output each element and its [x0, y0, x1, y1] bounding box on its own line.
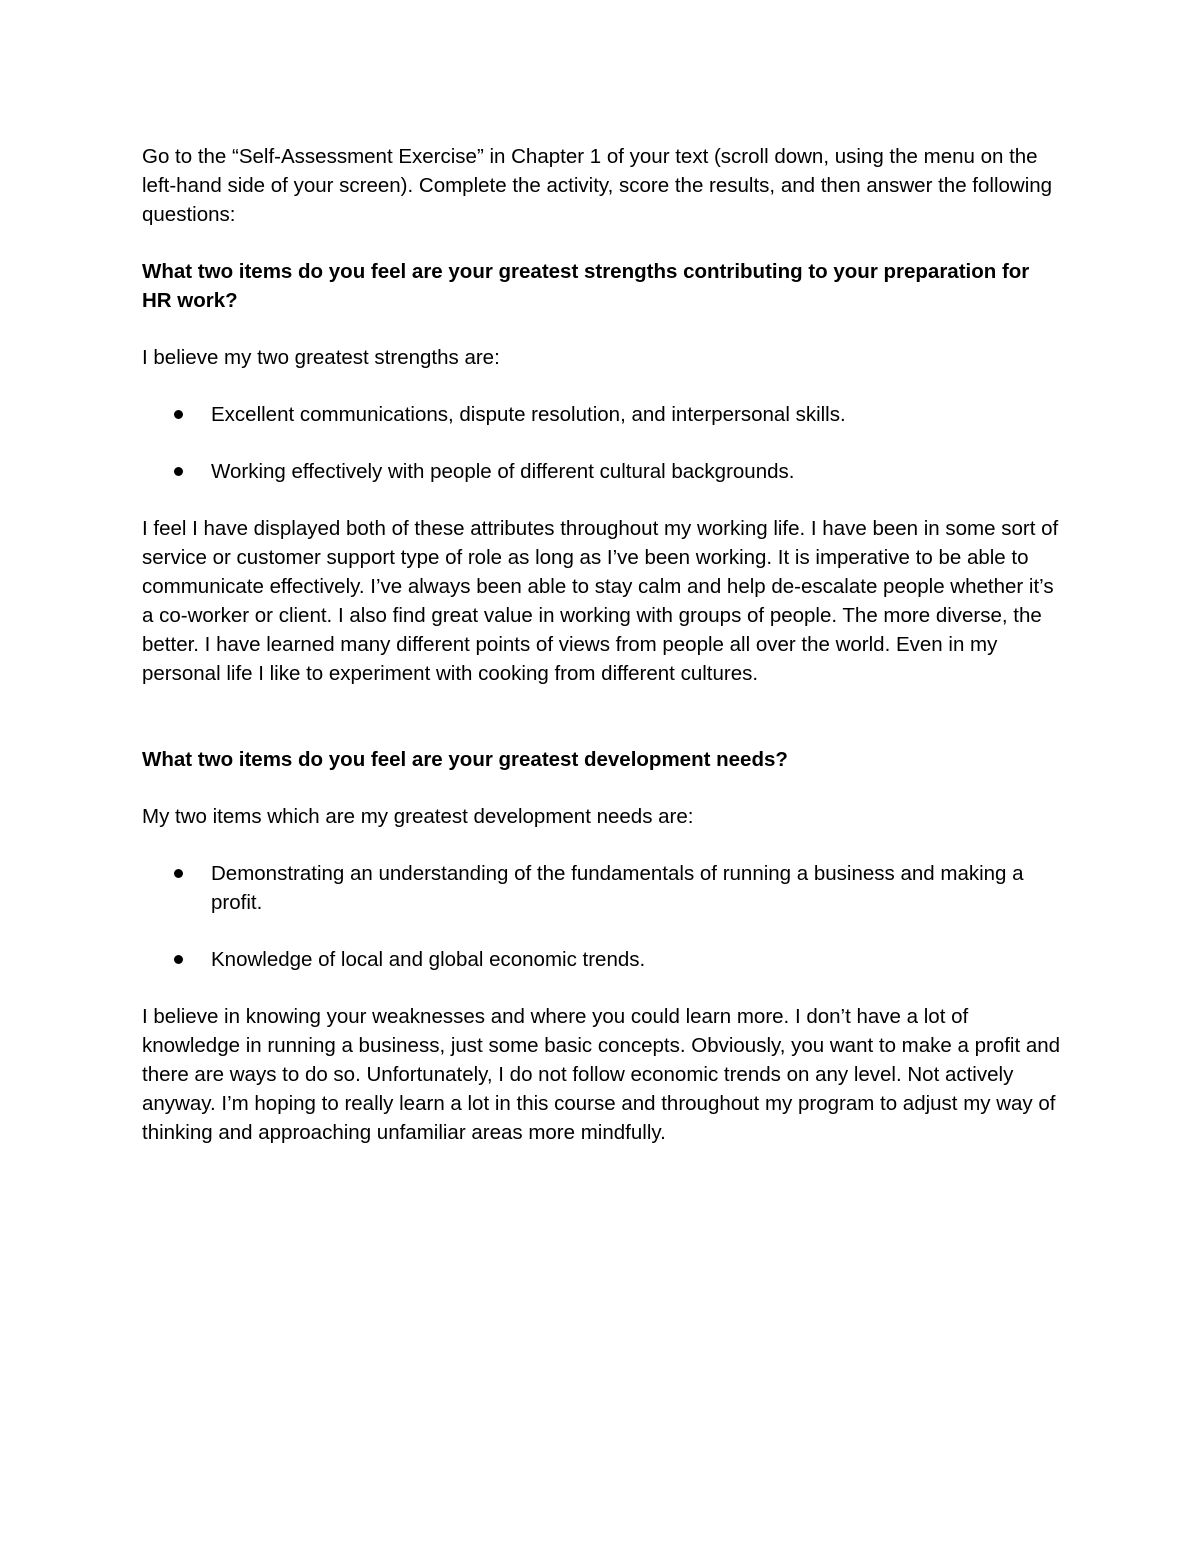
list-item [142, 400, 1062, 429]
bullet-icon [174, 955, 183, 964]
strengths-list [142, 400, 1062, 486]
strengths-lead: I believe my two greatest strengths are: [142, 346, 500, 369]
list-item-text: Knowledge of local and global economic trends. [211, 948, 646, 971]
bullet-icon [174, 869, 183, 878]
strengths-paragraph: I feel I have displayed both of these attributes throughout my working life. I have been in some sort of service or customer support type of role as long as I’ve been working. It is imperative to be able to communicate effectively. I’ve always been able to stay calm and help de-escalate people whether it’s a co-worker or client. I also find great value in working with groups of people. The more diverse, the better. I have learned many different points of views from people all over the world. Even in my personal life I like to experiment with cooking from different cultures. [142, 517, 1059, 685]
intro-paragraph: Go to the “Self-Assessment Exercise” in Chapter 1 of your text (scroll down, using the menu on the left-hand side of your screen). Complete the activity, score the results, and then answer the following questions: [142, 145, 1053, 226]
development-list [142, 859, 1062, 974]
list-item [142, 457, 1062, 486]
list-item-text: Demonstrating an understanding of the fundamentals of running a business and making a profit. [211, 862, 1024, 914]
list-item [142, 945, 1062, 974]
document-page [142, 142, 1062, 1147]
development-question: What two items do you feel are your greatest development needs? [142, 748, 788, 771]
bullet-icon [174, 410, 183, 419]
list-item-text: Excellent communications, dispute resolution, and interpersonal skills. [211, 403, 846, 426]
list-item-text: Working effectively with people of different cultural backgrounds. [211, 460, 795, 483]
strengths-question: What two items do you feel are your greatest strengths contributing to your preparation for HR work? [142, 260, 1030, 312]
development-lead: My two items which are my greatest development needs are: [142, 805, 694, 828]
bullet-icon [174, 467, 183, 476]
development-paragraph: I believe in knowing your weaknesses and where you could learn more. I don’t have a lot of knowledge in running a business, just some basic concepts. Obviously, you want to make a profit and there are ways to do so. Unfortunately, I do not follow economic trends on any level. Not actively anyway. I’m hoping to really learn a lot in this course and throughout my program to adjust my way of thinking and approaching unfamiliar areas more mindfully. [142, 1005, 1061, 1144]
list-item [142, 859, 1062, 917]
